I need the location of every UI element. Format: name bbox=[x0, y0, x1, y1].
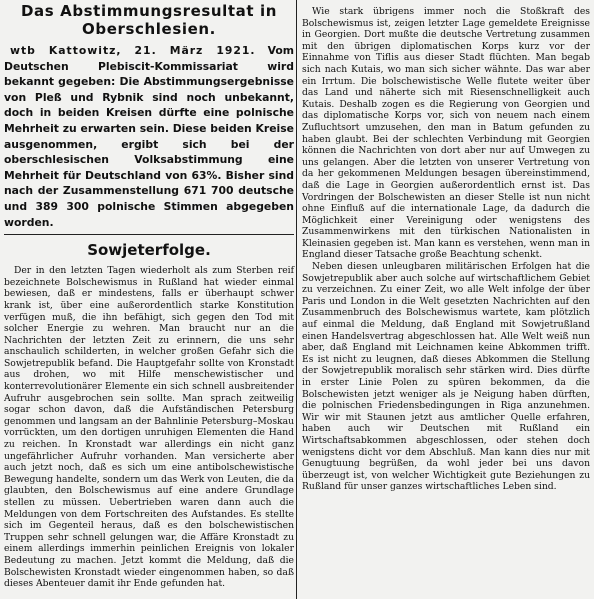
lead-text: Vom Deutschen Plebiscit-Kommissariat wird bekannt gegeben: Die Abstimmungsergebnisse von Pleß und Rybnik sind noch unbekannt, doch in beiden Kreisen dürfte eine polnische Mehrheit zu erwarten sein. Diese beiden Kreise ausgenommen, ergibt sich bei der oberschlesischen Volksabstimmung eine Mehrheit für Deutschland von 63%. Bisher sind nach der Zusammenstellung 671 700 deutsche und 389 300 polnische Stimmen abgegeben worden. bbox=[4, 44, 294, 229]
dateline: wtb Kattowitz, 21. März 1921. bbox=[10, 44, 256, 57]
lead-paragraph bbox=[4, 43, 294, 230]
section-title: Sowjeterfolge. bbox=[87, 241, 211, 260]
headline: Das Abstimmungsresultat in Oberschlesien. bbox=[20, 2, 278, 38]
right-column bbox=[302, 0, 590, 493]
left-column bbox=[4, 0, 294, 590]
section-rule bbox=[4, 234, 294, 235]
column-divider bbox=[296, 0, 297, 599]
article-paragraph-2: Neben diesen unleugbaren militärischen Erfolgen hat die Sowjetrepublik aber auch solche auf wirtschaftlichem Gebiet zu verzeichnen. Zu einer Zeit, wo alle Welt infolge der über Paris und London in die Welt gesetzten Nachrichten auf den Zusammenbruch des Bolschewismus wartete, kam plötzlich auf einmal die Meldung, daß England mit Sowjetrußland einen Handelsvertrag abgeschlossen hat. Alle Welt weiß nun aber, daß England mit Leichnamen keine Abkommen trifft. Es ist nicht zu leugnen, daß dieses Abkommen die Stellung der Sowjetrepublik moralisch sehr stärken wird. Dies dürfte in erster Linie Polen zu spüren bekommen, da die Bolschewisten jetzt weniger als je Neigung haben dürften, die polnischen Friedensbedingungen in Riga anzunehmen. Wir wir mit Staunen jetzt aus amtlicher Quelle erfahren, haben auch wir Deutschen mit Rußland ein Wirtschaftsabkommen abgeschlossen, oder stehen doch wenigstens dicht vor dem Abschluß. Man kann dies nur mit Genugtuung begrüßen, da wohl jeder bei uns davon überzeugt ist, von welcher Wichtigkeit gute Beziehungen zu Rußland für unser ganzes wirtschaftliches Leben sind. bbox=[302, 261, 590, 493]
article-body: Der in den letzten Tagen wiederholt als zum Sterben reif bezeichnete Bolschewismus in Rußland hat wieder einmal bewiesen, daß er mindestens, falls er überhaupt schwer krank ist, über eine außerordentlich starke Konstitution verfügen muß, die ihn befähigt, sich gegen den Tod mit solcher Energie zu wehren. Man braucht nur an die Nachrichten der letzten Zeit zu erinnern, die uns sehr anschaulich schilderten, in welcher großen Gefahr sich die Sowjetrepublik befand. Die Hauptgefahr sollte von Kronstadt aus drohen, wo mit Hilfe menschewistischer und konterrevolutionärer Elemente ein sich schnell ausbreitender Aufruhr ausgebrochen sein sollte. Man sprach zeitweilig sogar schon davon, daß die Aufständischen Petersburg genommen und langsam an der Bahnlinie Petersburg–Moskau vorrückten, um den dortigen unruhigen Elementen die Hand zu reichen. In Kronstadt war allerdings ein nicht ganz ungefährlicher Aufruhr vorhanden. Man versicherte aber auch jetzt noch, daß es sich um eine antibolschewistische Bewegung handelte, sondern um das Werk von Leuten, die da glaubten, den Bolschewismus auf eine andere Grundlage stellen zu müssen. Uebertrieben waren dann auch die Meldungen von dem Fortschreiten des Aufstandes. Es stellte sich im Gegenteil heraus, daß es den bolschewistischen Truppen sehr schnell gelungen war, die Affäre Kronstadt zu einem allerdings immerhin peinlichen Ereignis von lokaler Bedeutung zu machen. Jetzt kommt die Meldung, daß die Bolschewisten Kronstadt wieder eingenommen haben, so daß dieses Abenteuer damit ihr Ende gefunden hat. bbox=[4, 265, 294, 590]
article-paragraph-1: Wie stark übrigens immer noch die Stoßkraft des Bolschewismus ist, zeigen letzter Lage gemeldete Ereignisse in Georgien. Dort mußte die deutsche Vertretung zusammen mit den übrigen diplomatischen Korps kurz vor der Einnahme von Tiflis aus dieser Stadt flüchten. Man begab sich nach Kutais, wo man sich sicher wähnte. Das war aber ein Irrtum. Die bolschewistische Welle flutete weiter über das Land und näherte sich mit Riesenschnelligkeit auch Kutais. Deshalb zogen es die Regierung von Georgien und das diplomatische Korps vor, sich von neuem nach einem Zufluchtsort umzusehen, den man in Batum gefunden zu haben glaubt. Bei der schlechten Verbindung mit Georgien können die Nachrichten von dort aber nur auf Umwegen zu uns gelangen. Aber die letzten von unserer Vertretung von da her gekommenen Meldungen besagen übereinstimmend, daß die Lage in Georgien außerordentlich ernst ist. Das Vordringen der Bolschewisten an dieser Stelle ist nun nicht ohne Einfluß auf die internationale Lage, da dadurch die Möglichkeit einer Vereinigung oder wenigstens des Zusammenwirkens mit den türkischen Nationalisten in Kleinasien gegeben ist. Man kann es verstehen, wenn man in England dieser Tatsache große Beachtung schenkt. bbox=[302, 6, 590, 261]
